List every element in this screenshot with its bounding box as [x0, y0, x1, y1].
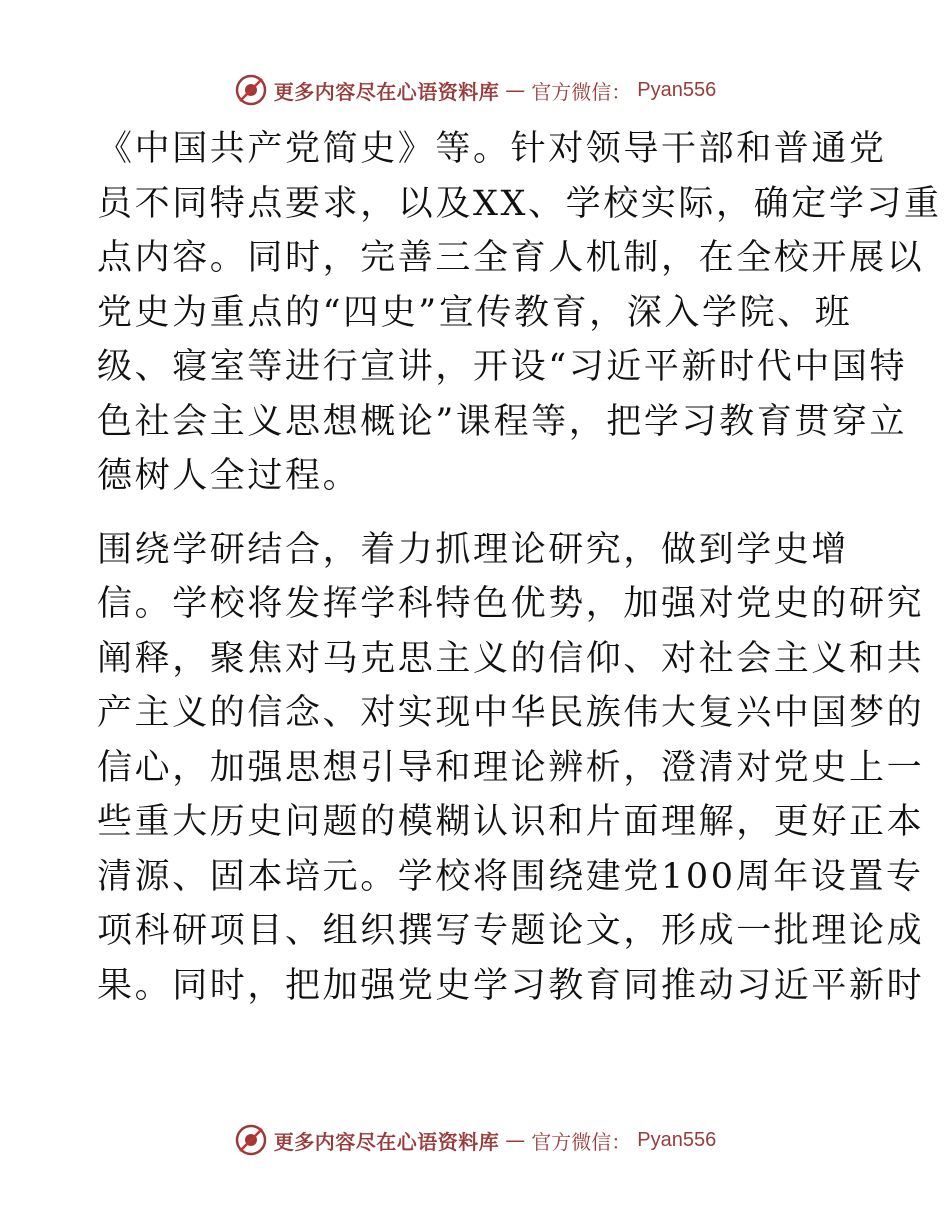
- text-line: 德树人全过程。: [97, 456, 361, 496]
- text-line: 围绕学研结合，着力抓理论研究，做到学史增: [97, 529, 850, 570]
- text-line: 色社会主义思想概论”课程等，把学习教育贯穿立: [97, 401, 908, 442]
- header-watermark-banner: [0, 70, 950, 110]
- paragraph: [97, 122, 942, 504]
- text-line: 员不同特点要求，以及XX、学校实际，确定学习重: [97, 183, 942, 224]
- brand-logo-icon: [234, 1123, 268, 1157]
- text-line: 产主义的信念、对实现中华民族伟大复兴中国梦的: [97, 693, 925, 733]
- brand-logo-icon: [234, 73, 268, 107]
- text-line: 项科研项目、组织撰写专题论文，形成一批理论成: [97, 911, 925, 951]
- text-line: 些重大历史问题的模糊认识和片面理解，更好正本: [97, 802, 925, 842]
- text-line: 信。学校将发挥学科特色优势，加强对党史的研究: [97, 584, 925, 624]
- footer-watermark-banner: [0, 1120, 950, 1160]
- text-line: 清源、固本培元。学校将围绕建党100周年设置专: [97, 856, 924, 897]
- banner-separator: —: [505, 1128, 526, 1152]
- banner-wechat-label: 官方微信：: [531, 79, 632, 104]
- text-line: 阐释，聚焦对马克思主义的信仰、对社会主义和共: [97, 638, 925, 679]
- text-line: 果。同时，把加强党史学习教育同推动习近平新时: [97, 965, 925, 1006]
- document-body: [97, 122, 942, 1013]
- banner-separator: —: [505, 78, 526, 102]
- banner-text: 更多内容尽在心语资料库: [273, 1129, 500, 1154]
- text-line: 级、寝室等进行宣讲，开设“习近平新时代中国特: [97, 347, 908, 387]
- banner-wechat-id: Pyan556: [637, 78, 717, 101]
- paragraph: [97, 523, 925, 1014]
- banner-text: 更多内容尽在心语资料库: [273, 79, 500, 104]
- paragraph-spacer: [97, 504, 857, 523]
- text-line: 《中国共产党简史》等。针对领导干部和普通党: [97, 129, 887, 169]
- text-line: 点内容。同时，完善三全育人机制，在全校开展以: [97, 238, 925, 278]
- text-line: 党史为重点的“四史”宣传教育，深入学院、班: [97, 292, 853, 333]
- banner-wechat-label: 官方微信：: [531, 1129, 632, 1154]
- banner-wechat-id: Pyan556: [637, 1128, 717, 1151]
- text-line: 信心，加强思想引导和理论辨析，澄清对党史上一: [97, 747, 925, 788]
